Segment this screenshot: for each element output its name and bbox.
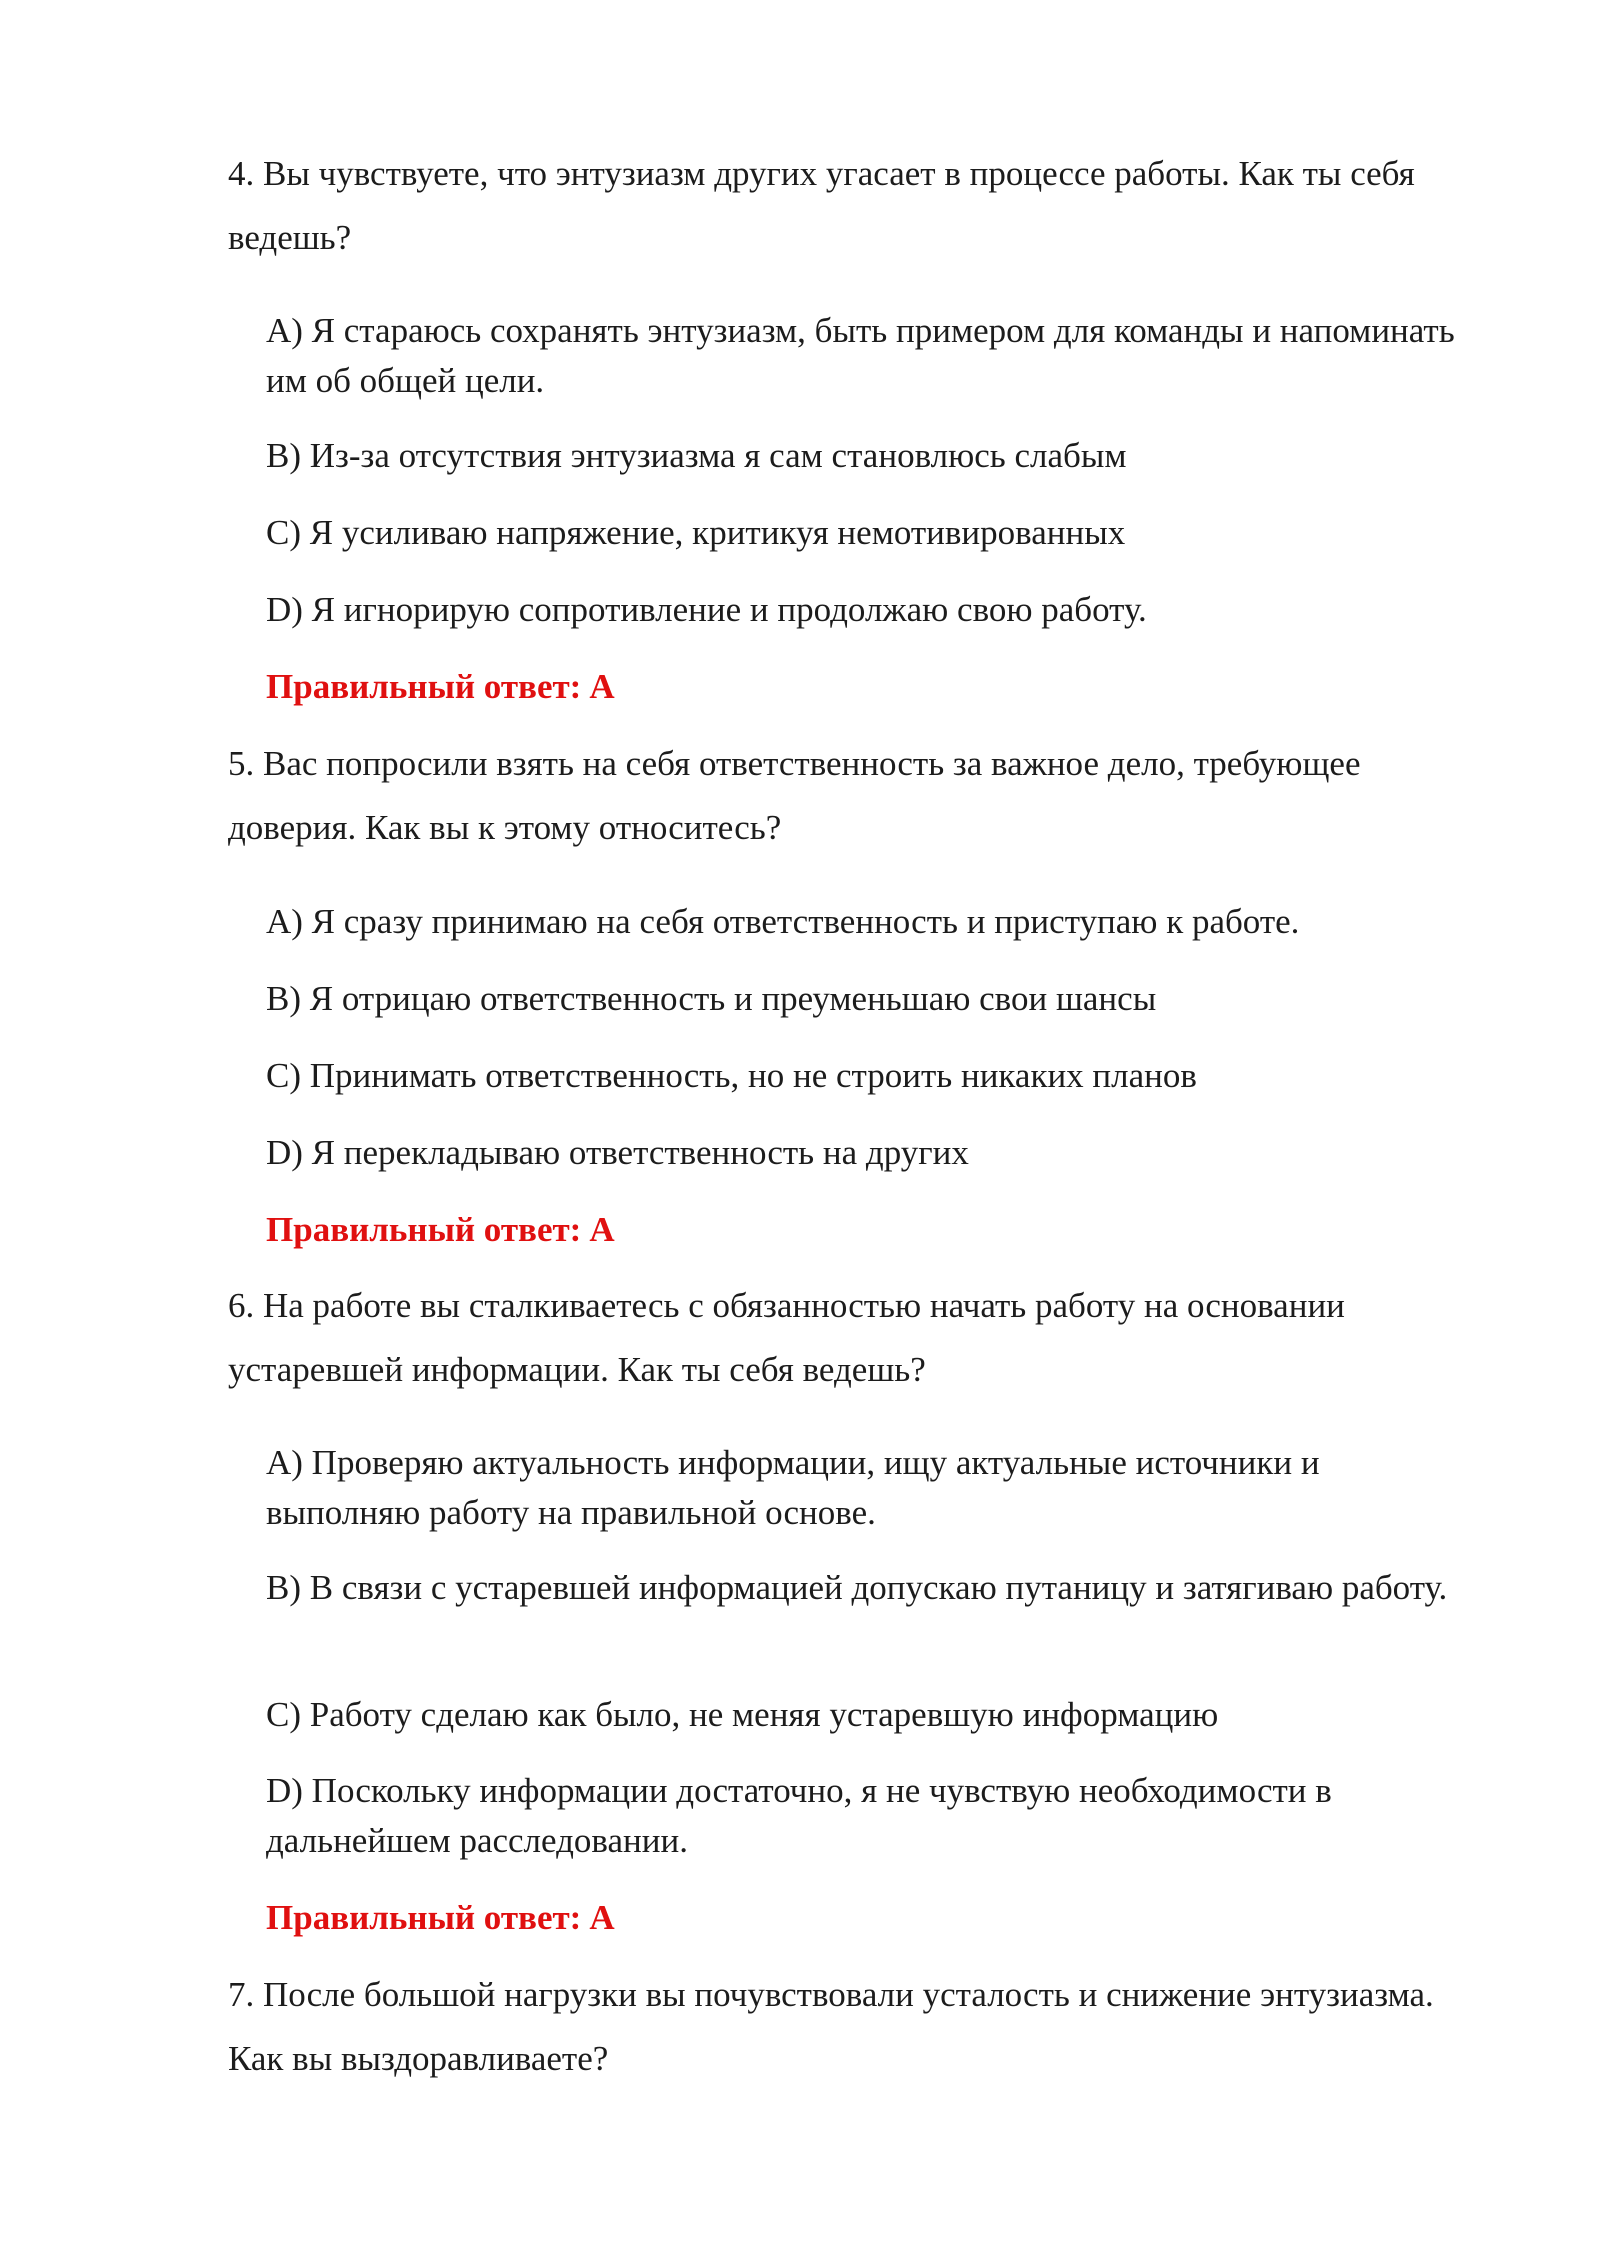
question-5-option-a: A) Я сразу принимаю на себя ответственность и приступаю к работе. <box>266 902 1300 941</box>
question-6-option-b: B) В связи с устаревшей информацией допускаю путаницу и затягиваю работу. <box>266 1568 1448 1607</box>
question-4-option-d: D) Я игнорирую сопротивление и продолжаю свою работу. <box>266 590 1147 629</box>
answer-value: A <box>589 1210 615 1249</box>
question-4-option-b: B) Из-за отсутствия энтузиазма я сам становлюсь слабым <box>266 436 1127 475</box>
answer-value: A <box>589 667 615 706</box>
question-5-option-b: B) Я отрицаю ответственность и преуменьшаю свои шансы <box>266 979 1157 1018</box>
answer-label: Правильный ответ: <box>266 667 582 706</box>
question-6-option-d: D) Поскольку информации достаточно, я не чувствую необходимости в дальнейшем расследовании. <box>266 1771 1332 1860</box>
question-5-correct-answer <box>266 1205 615 1255</box>
question-4-option-a: A) Я стараюсь сохранять энтузиазм, быть примером для команды и напоминать им об общей цели. <box>266 311 1455 400</box>
question-6-text: 6. На работе вы сталкиваетесь с обязанностью начать работу на основании устаревшей информации. Как ты себя ведешь? <box>228 1286 1345 1389</box>
question-6-option-c: C) Работу сделаю как было, не меняя устаревшую информацию <box>266 1695 1219 1734</box>
question-7-text: 7. После большой нагрузки вы почувствовали усталость и снижение энтузиазма. Как вы выздоравливаете? <box>228 1975 1434 2078</box>
answer-value: A <box>589 1898 615 1937</box>
question-6-correct-answer <box>266 1893 615 1943</box>
question-5-option-d: D) Я перекладываю ответственность на других <box>266 1133 969 1172</box>
question-4-option-c: C) Я усиливаю напряжение, критикуя немотивированных <box>266 513 1126 552</box>
question-4-correct-answer <box>266 662 615 712</box>
question-5-text: 5. Вас попросили взять на себя ответственность за важное дело, требующее доверия. Как вы к этому относитесь? <box>228 744 1361 847</box>
question-5-option-c: C) Принимать ответственность, но не строить никаких планов <box>266 1056 1197 1095</box>
answer-label: Правильный ответ: <box>266 1898 582 1937</box>
answer-label: Правильный ответ: <box>266 1210 582 1249</box>
question-4-text: 4. Вы чувствуете, что энтузиазм других угасает в процессе работы. Как ты себя ведешь? <box>228 154 1415 257</box>
question-6-option-a: A) Проверяю актуальность информации, ищу актуальные источники и выполняю работу на правильной основе. <box>266 1443 1320 1532</box>
